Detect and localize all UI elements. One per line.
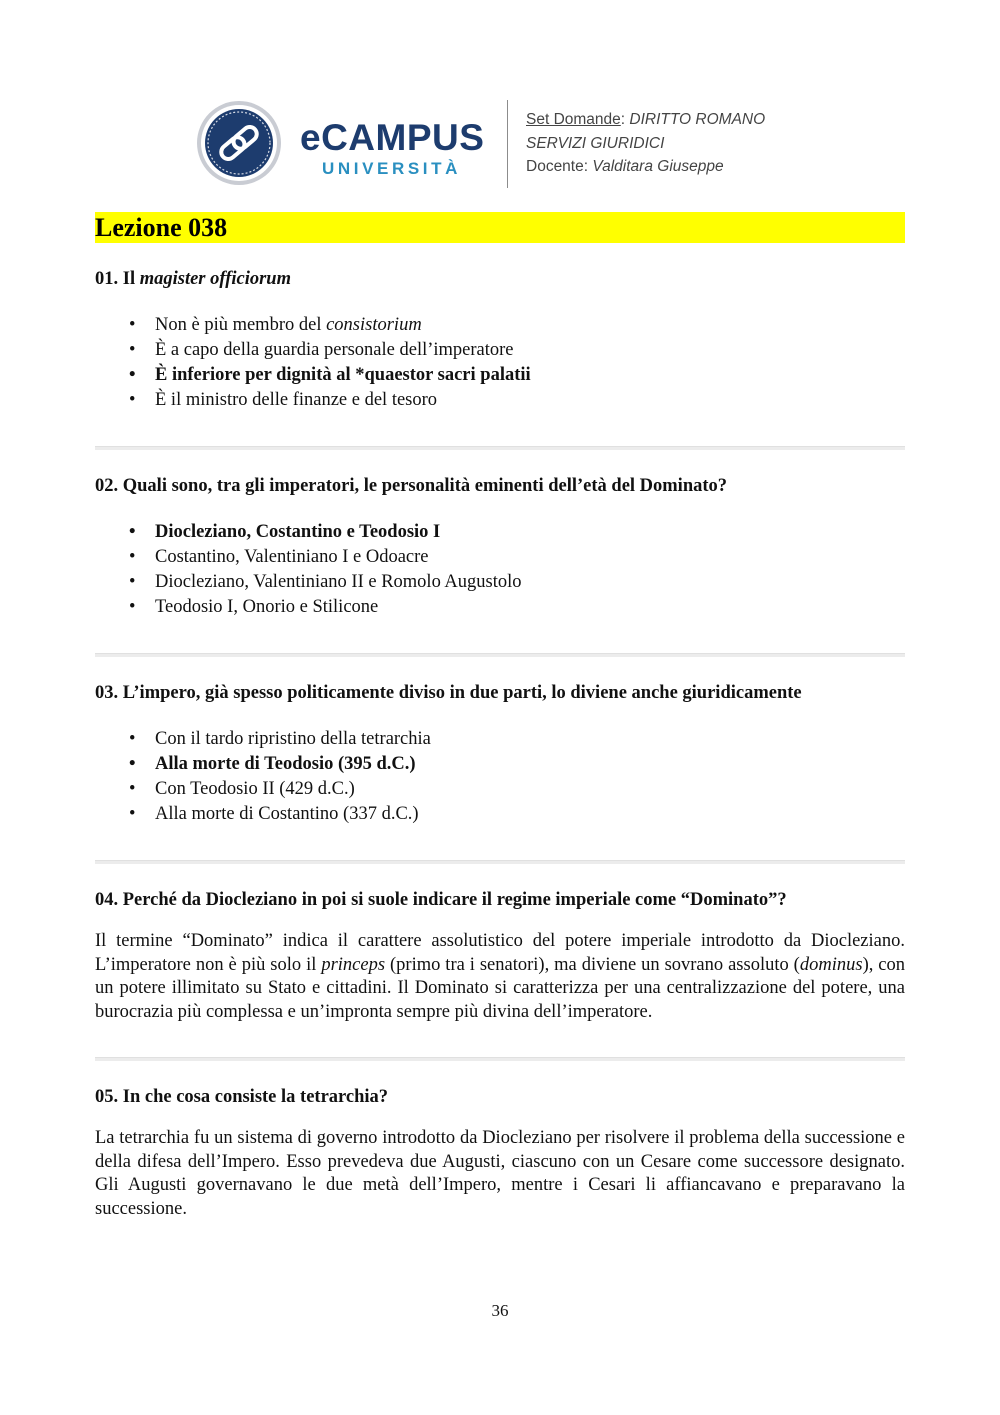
header-divider <box>507 100 508 188</box>
option: • Con Teodosio II (429 d.C.) <box>129 777 905 802</box>
page-number: 36 <box>491 1301 509 1320</box>
bullet-icon: • <box>129 779 136 799</box>
option-correct: • Diocleziano, Costantino e Teodosio I <box>129 520 905 545</box>
option: • Non è più membro del consistorium <box>129 313 905 338</box>
bullet-icon: • <box>129 315 136 335</box>
bullet-icon: • <box>129 804 136 824</box>
brand-main: eCAMPUS <box>300 117 485 158</box>
option-correct: • È inferiore per dignità al *quaestor sacri palatii <box>129 363 905 388</box>
question-2-options <box>95 520 905 620</box>
bullet-icon: • <box>129 597 136 617</box>
set-label: Set Domande <box>526 111 621 128</box>
questions-content <box>95 266 905 1221</box>
option: • Con il tardo ripristino della tetrarchia <box>129 727 905 752</box>
ecampus-seal-logo <box>196 100 282 186</box>
question-1-term: magister officiorum <box>139 269 291 289</box>
section-divider <box>95 1057 905 1061</box>
option: • Alla morte di Costantino (337 d.C.) <box>129 802 905 827</box>
bullet-icon: • <box>129 547 136 567</box>
page-header <box>196 98 816 190</box>
question-3: 03. L’impero, già spesso politicamente diviso in due parti, lo diviene anche giuridicamente <box>95 683 802 703</box>
option: • Costantino, Valentiniano I e Odoacre <box>129 545 905 570</box>
bullet-icon: • <box>129 754 136 774</box>
set-value: DIRITTO ROMANO <box>629 111 766 128</box>
question-1 <box>95 266 905 292</box>
set-line: Set Domande: DIRITTO ROMANO <box>526 111 766 128</box>
teacher-line: Docente: Valditara Giuseppe <box>526 158 724 175</box>
section-divider <box>95 860 905 864</box>
option: • Diocleziano, Valentiniano II e Romolo Augustolo <box>129 570 905 595</box>
question-1-pre: Il <box>122 269 136 289</box>
question-4: 04. Perché da Diocleziano in poi si suole indicare il regime imperiale come “Dominato”? <box>95 890 787 910</box>
course-info <box>526 108 765 179</box>
question-3-options <box>95 727 905 827</box>
option: • È il ministro delle finanze e del tesoro <box>129 388 905 413</box>
option-correct: • Alla morte di Teodosio (395 d.C.) <box>129 752 905 777</box>
brand-wordmark <box>300 118 484 180</box>
bullet-icon: • <box>129 340 136 360</box>
teacher-value: Valditara Giuseppe <box>592 158 724 175</box>
answer-5: La tetrarchia fu un sistema di governo introdotto da Diocleziano per risolvere il problema della successione e della difesa dell’Impero. Esso prevedeva due Augusti, ciascuno con un Cesare come successore designato. Gli Augusti governavano le due metà dell’Impero, mentre i Cesari li affiancavano e preparavano la successione. <box>95 1128 905 1219</box>
question-1-options <box>95 313 905 413</box>
set-value-2: SERVIZI GIURIDICI <box>526 134 665 152</box>
question-5: 05. In che cosa consiste la tetrarchia? <box>95 1087 389 1107</box>
lesson-title: Lezione 038 <box>95 213 228 242</box>
bullet-icon: • <box>129 365 136 385</box>
question-2: 02. Quali sono, tra gli imperatori, le personalità eminenti dell’età del Dominato? <box>95 476 728 496</box>
answer-4: Il termine “Dominato” indica il carattere assolutistico del potere imperiale introdotto da Diocleziano. L’imperatore non è più solo il princeps (primo tra i senatori), ma diviene un sovrano assoluto (dominus), con un potere illimitato su Stato e cittadini. Il Dominato si caratterizza per una centralizzazione del potere, una burocrazia più complessa e un’impronta sempre più divina dell’imperatore. <box>95 931 906 1022</box>
set-line-2 <box>526 132 765 156</box>
bullet-icon: • <box>129 729 136 749</box>
bullet-icon: • <box>129 572 136 592</box>
brand-sub: UNIVERSITÀ <box>322 159 461 178</box>
lesson-title-bar <box>95 212 905 243</box>
bullet-icon: • <box>129 522 136 542</box>
bullet-icon: • <box>129 390 136 410</box>
option: • Teodosio I, Onorio e Stilicone <box>129 595 905 620</box>
section-divider <box>95 446 905 450</box>
section-divider <box>95 653 905 657</box>
question-1-num: 01. <box>95 269 119 289</box>
teacher-label: Docente <box>526 158 584 175</box>
option: • È a capo della guardia personale dell’imperatore <box>129 338 905 363</box>
